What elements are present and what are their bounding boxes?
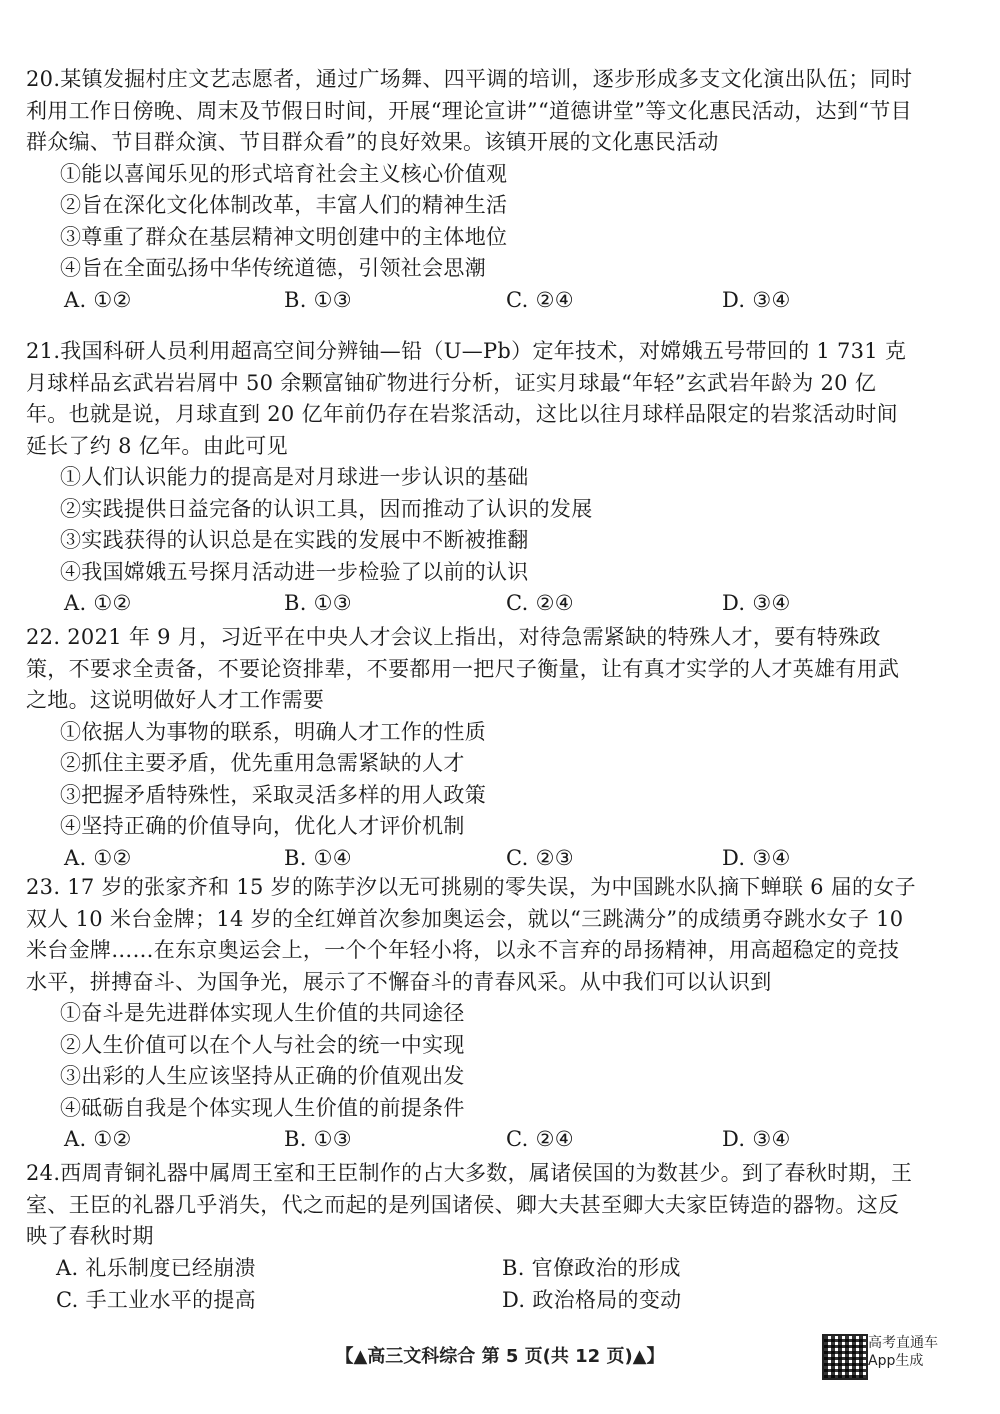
question-stem: 21.我国科研人员利用超高空间分辨铀—铅（U—Pb）定年技术，对嫦娥五号带回的 1 731 克月球样品玄武岩岩屑中 50 余颗富铀矿物进行分析，证实月球最“年轻”玄武岩年龄为 20 亿年。也就是说，月球直到 20 亿年前仍存在岩浆活动，这比以往月球样品限定的岩浆活动时间延长了约 8 亿年。由此可见 (26, 339, 907, 458)
app-badge (868, 1334, 958, 1370)
statement-2: ②实践提供日益完备的认识工具，因而推动了认识的发展 (60, 496, 593, 521)
choice-b: B. ①④ (284, 845, 352, 870)
question-21 (26, 336, 916, 622)
statement-4: ④我国嫦娥五号探月活动进一步检验了以前的认识 (60, 559, 529, 584)
question-24 (26, 1158, 916, 1317)
page-footer: 【▲高三文科综合 第 5 页(共 12 页)▲】 (335, 1346, 665, 1367)
qr-code-icon (822, 1334, 868, 1380)
question-23 (26, 872, 916, 1158)
statement-4: ④旨在全面弘扬中华传统道德，引领社会思潮 (60, 256, 486, 280)
choice-a: A. 礼乐制度已经崩溃 (56, 1255, 256, 1280)
statement-1: ①依据人为事物的联系，明确人才工作的性质 (60, 719, 486, 744)
answer-choices (26, 1124, 916, 1158)
choice-c: C. ②③ (506, 845, 574, 870)
statement-2: ②抓住主要矛盾，优先重用急需紧缺的人才 (60, 751, 465, 775)
statement-1: ①人们认识能力的提高是对月球进一步认识的基础 (60, 465, 529, 489)
answer-choices (26, 588, 916, 622)
choice-d: D. ③④ (722, 287, 791, 312)
choice-c: C. ②④ (506, 1127, 574, 1151)
statement-1: ①奋斗是先进群体实现人生价值的共同途径 (60, 1001, 465, 1025)
statement-3: ③把握矛盾特殊性，采取灵活多样的用人政策 (60, 782, 486, 807)
choice-a: A. ①② (64, 287, 132, 312)
answer-choices (26, 285, 916, 319)
statement-2: ②旨在深化文化体制改革，丰富人们的精神生活 (60, 193, 508, 217)
statement-2: ②人生价值可以在个人与社会的统一中实现 (60, 1032, 465, 1057)
statement-4: ④砥砺自我是个体实现人生价值的前提条件 (60, 1095, 465, 1120)
question-stem: 24.西周青铜礼器中属周王室和王臣制作的占大多数，属诸侯国的为数甚少。到了春秋时期，王室、王臣的礼器几乎消失，代之而起的是列国诸侯、卿大夫甚至卿大夫家臣铸造的器物。这反映了春秋时期 (26, 1161, 913, 1248)
choice-d: D. ③④ (722, 591, 791, 615)
statement-3: ③尊重了群众在基层精神文明创建中的主体地位 (60, 224, 508, 249)
question-22 (26, 622, 916, 877)
answer-choices-row-1 (26, 1253, 916, 1285)
choice-c: C. 手工业水平的提高 (56, 1287, 256, 1312)
choice-b: B. ①③ (284, 287, 352, 312)
choice-d: D. ③④ (722, 1127, 791, 1151)
choice-c: C. ②④ (506, 591, 574, 615)
choice-d: D. 政治格局的变动 (502, 1287, 682, 1312)
statement-1: ①能以喜闻乐见的形式培育社会主义核心价值观 (60, 161, 508, 186)
statement-3: ③出彩的人生应该坚持从正确的价值观出发 (60, 1064, 465, 1088)
choice-d: D. ③④ (722, 845, 791, 870)
choice-b: B. ①③ (284, 591, 352, 615)
answer-choices-row-2 (26, 1285, 916, 1317)
badge-line-2: App生成 (868, 1353, 924, 1369)
choice-a: A. ①② (64, 591, 132, 615)
choice-a: A. ①② (64, 1127, 132, 1151)
choice-c: C. ②④ (506, 287, 574, 312)
badge-line-1: 高考直通车 (868, 1335, 938, 1351)
statement-4: ④坚持正确的价值导向，优化人才评价机制 (60, 814, 465, 838)
choice-b: B. 官僚政治的形成 (502, 1255, 681, 1280)
question-stem: 22. 2021 年 9 月，习近平在中央人才会议上指出，对待急需紧缺的特殊人才，要有特殊政策，不要求全责备，不要论资排辈，不要都用一把尺子衡量，让有真才实学的人才英雄有用武之地。这说明做好人才工作需要 (26, 625, 900, 712)
statement-3: ③实践获得的认识总是在实践的发展中不断被推翻 (60, 528, 529, 552)
question-stem: 23. 17 岁的张家齐和 15 岁的陈芋汐以无可挑剔的零失误，为中国跳水队摘下蝉联 6 届的女子双人 10 米台金牌；14 岁的全红婵首次参加奥运会，就以“三跳满分”的成绩勇夺跳水女子 10 米台金牌……在东京奥运会上，一个个年轻小将，以永不言弃的昂扬精神，用高超稳定的竞技水平，拼搏奋斗、为国争光，展示了不懈奋斗的青春风采。从中我们可以认识到 (26, 875, 916, 994)
question-20 (26, 64, 916, 319)
choice-a: A. ①② (64, 845, 132, 870)
question-stem: 20.某镇发掘村庄文艺志愿者，通过广场舞、四平调的培训，逐步形成多支文化演出队伍；同时利用工作日傍晚、周末及节假日时间，开展“理论宣讲”“道德讲堂”等文化惠民活动，达到“节目群众编、节目群众演、节目群众看”的良好效果。该镇开展的文化惠民活动 (26, 67, 913, 154)
choice-b: B. ①③ (284, 1127, 352, 1151)
